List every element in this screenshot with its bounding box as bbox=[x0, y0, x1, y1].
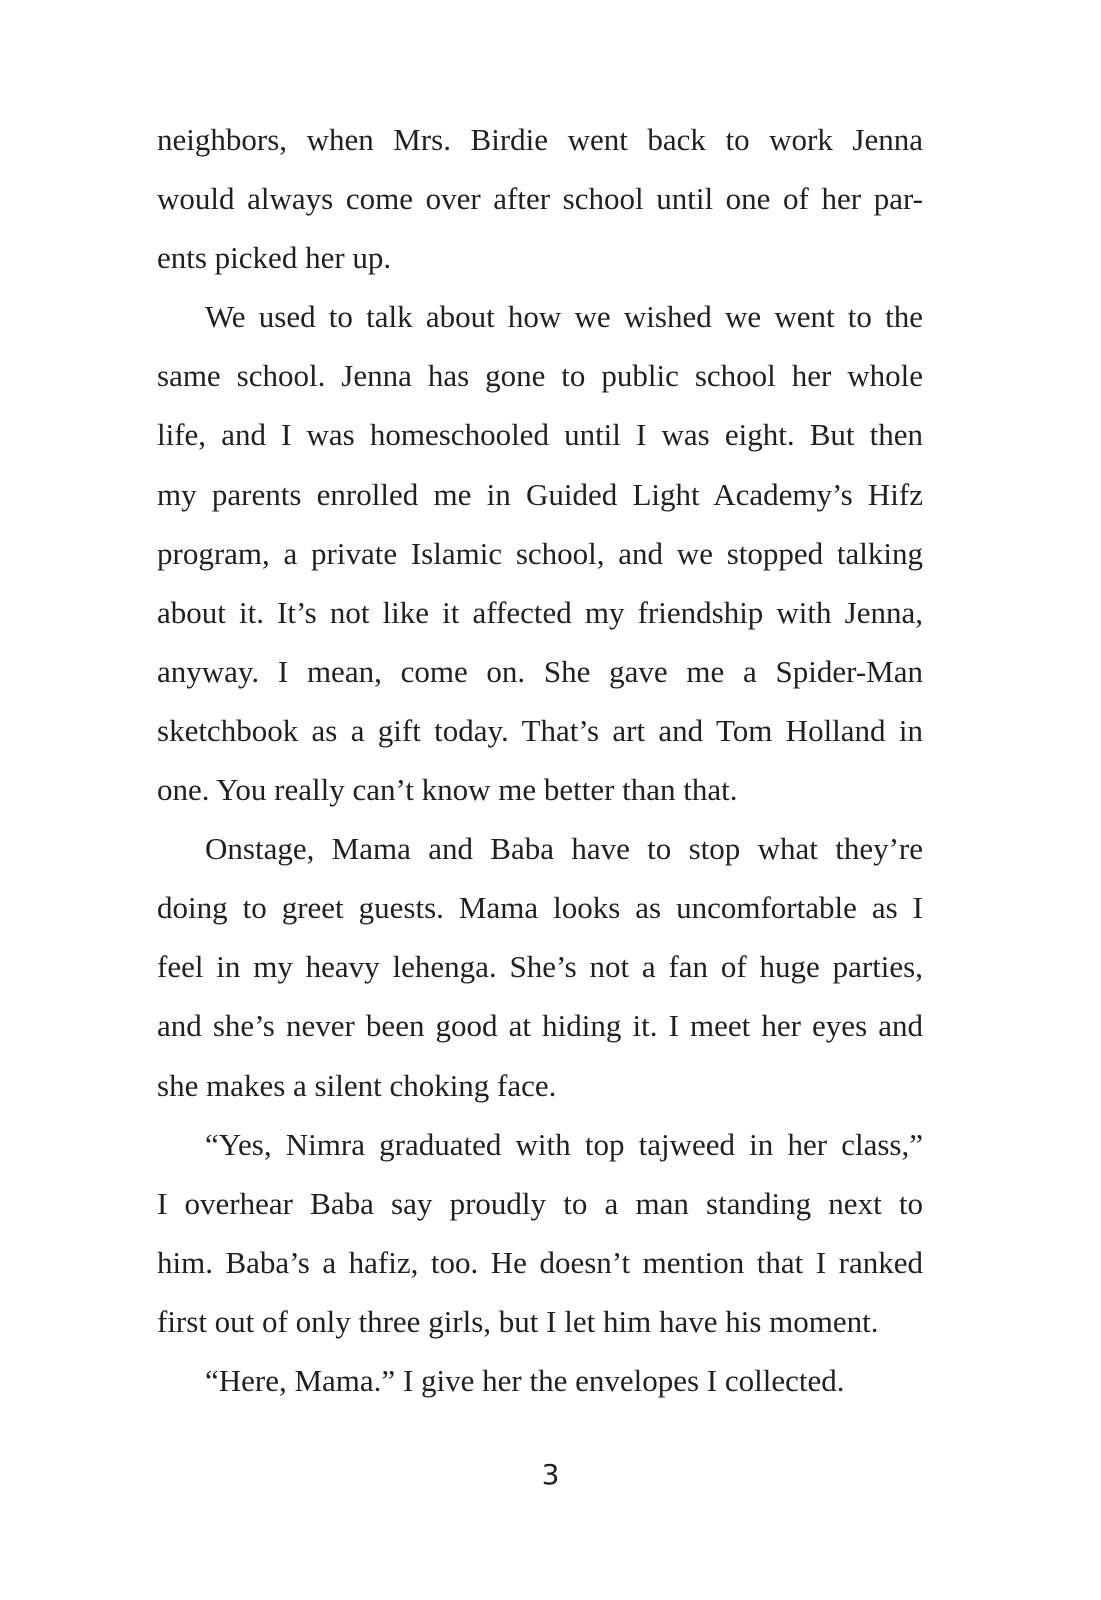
text-line: would always come over after school until one of her par- bbox=[157, 181, 923, 217]
paragraph bbox=[157, 287, 923, 819]
text-line: feel in my heavy lehenga. She’s not a fan of huge parties, bbox=[157, 949, 923, 985]
text-line: and she’s never been good at hiding it. I meet her eyes and bbox=[157, 1008, 923, 1044]
paragraph bbox=[157, 110, 923, 287]
text-line: We used to talk about how we wished we went to the bbox=[205, 299, 923, 335]
text-line: sketchbook as a gift today. That’s art and Tom Holland in bbox=[157, 712, 923, 748]
text-line: “Yes, Nimra graduated with top tajweed in her class,” bbox=[205, 1126, 923, 1162]
text-line: first out of only three girls, but I let him have his moment. bbox=[157, 1303, 879, 1339]
text-line: “Here, Mama.” I give her the envelopes I collected. bbox=[205, 1362, 845, 1398]
paragraph bbox=[157, 1351, 923, 1410]
text-line: my parents enrolled me in Guided Light Academy’s Hifz bbox=[157, 476, 923, 512]
text-line: neighbors, when Mrs. Birdie went back to work Jenna bbox=[157, 122, 923, 157]
text-line: Onstage, Mama and Baba have to stop what they’re bbox=[205, 831, 923, 867]
text-line: him. Baba’s a hafiz, too. He doesn’t mention that I ranked bbox=[157, 1244, 923, 1280]
text-line: one. You really can’t know me better than that. bbox=[157, 772, 738, 808]
text-line: about it. It’s not like it affected my friendship with Jenna, bbox=[157, 594, 923, 630]
text-line: ents picked her up. bbox=[157, 240, 392, 276]
page-number: 3 bbox=[541, 1458, 560, 1491]
text-line: I overhear Baba say proudly to a man standing next to bbox=[157, 1185, 923, 1221]
text-line: anyway. I mean, come on. She gave me a Spider-Man bbox=[157, 653, 923, 689]
text-line: doing to greet guests. Mama looks as uncomfortable as I bbox=[157, 890, 923, 926]
text-line: she makes a silent choking face. bbox=[157, 1067, 557, 1103]
paragraph bbox=[157, 819, 923, 1114]
text-line: same school. Jenna has gone to public school her whole bbox=[157, 358, 923, 394]
text-line: program, a private Islamic school, and we stopped talking bbox=[157, 535, 923, 571]
paragraph bbox=[157, 1115, 923, 1351]
text-line: life, and I was homeschooled until I was eight. But then bbox=[157, 417, 923, 453]
body-text bbox=[157, 110, 923, 1410]
